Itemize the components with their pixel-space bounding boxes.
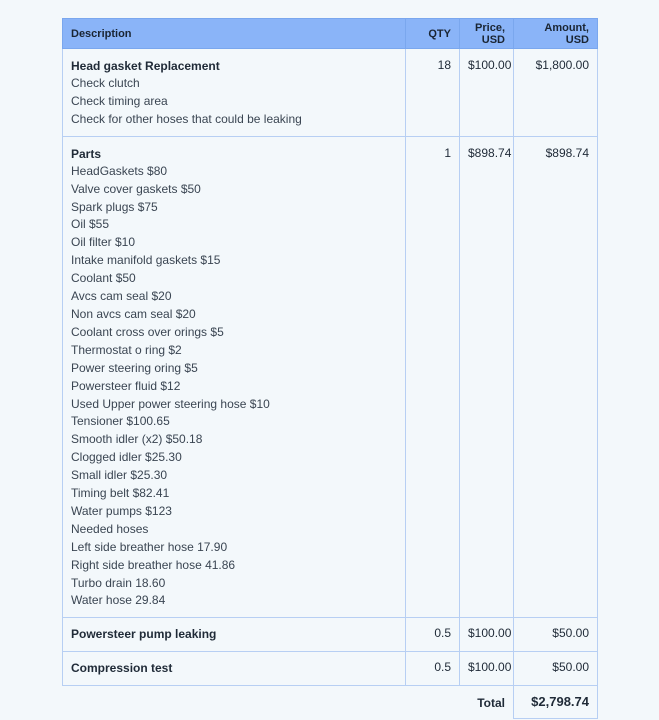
item-detail-line: Water pumps $123 [71,503,172,518]
item-title: Head gasket Replacement [71,59,220,73]
item-description [63,618,406,652]
item-price: $100.00 [460,652,514,686]
table-header-row [63,19,598,49]
item-detail-line: Intake manifold gaskets $15 [71,253,221,268]
item-price: $100.00 [460,49,514,137]
item-detail-line: Smooth idler (x2) $50.18 [71,432,203,447]
item-amount: $898.74 [514,136,598,618]
item-title: Compression test [71,661,173,676]
table-row [63,136,598,618]
item-amount: $50.00 [514,652,598,686]
item-detail-line: Check clutch [71,76,140,90]
item-description [63,49,406,137]
item-detail-line: Needed hoses [71,521,149,536]
item-detail-line: Turbo drain 18.60 [71,575,166,590]
item-detail-line: Non avcs cam seal $20 [71,306,196,321]
total-amount: $2,798.74 [514,686,598,719]
total-label: Total [477,695,505,710]
table-row [63,652,598,686]
item-detail-line: Timing belt $82.41 [71,486,170,501]
item-detail-line: Used Upper power steering hose $10 [71,396,270,411]
table-body [63,49,598,686]
item-detail-line: Clogged idler $25.30 [71,450,182,465]
item-detail-line: Water hose 29.84 [71,593,166,608]
item-detail-line: Small idler $25.30 [71,468,168,483]
item-amount: $1,800.00 [514,49,598,137]
header-qty: QTY [406,19,460,49]
item-detail-line: Powersteer fluid $12 [71,378,181,393]
item-detail-line: Left side breather hose 17.90 [71,539,228,554]
item-detail-line: Tensioner $100.65 [71,414,170,429]
item-detail-line: HeadGaskets $80 [71,163,168,178]
item-detail-line: Check for other hoses that could be leaking [71,111,302,126]
table-row [63,618,598,652]
item-detail-line: Power steering oring $5 [71,360,198,375]
item-detail-line: Check timing area [71,93,168,108]
item-detail-line: Oil $55 [71,217,110,232]
item-detail-line: Coolant $50 [71,271,136,286]
header-amount: Amount, USD [514,19,598,49]
item-detail-line: Oil filter $10 [71,235,136,250]
total-row [63,686,598,719]
header-description: Description [63,19,406,49]
invoice-table [62,18,598,719]
item-detail-line: Thermostat o ring $2 [71,342,182,357]
item-price: $100.00 [460,618,514,652]
item-title: Parts [71,146,102,161]
item-description [63,136,406,618]
total-spacer [63,686,406,719]
item-qty: 1 [406,136,460,618]
item-title: Powersteer pump leaking [71,627,217,642]
invoice [62,18,597,719]
item-detail-line: Spark plugs $75 [71,199,158,214]
header-price: Price, USD [460,19,514,49]
item-description [63,652,406,686]
item-detail-line: Avcs cam seal $20 [71,289,172,304]
item-qty: 0.5 [406,652,460,686]
item-price: $898.74 [460,136,514,618]
item-qty: 0.5 [406,618,460,652]
item-qty: 18 [406,49,460,137]
item-amount: $50.00 [514,618,598,652]
item-detail-line: Coolant cross over orings $5 [71,324,224,339]
table-row [63,49,598,137]
item-detail-line: Valve cover gaskets $50 [71,181,201,196]
item-detail-line: Right side breather hose 41.86 [71,557,236,572]
